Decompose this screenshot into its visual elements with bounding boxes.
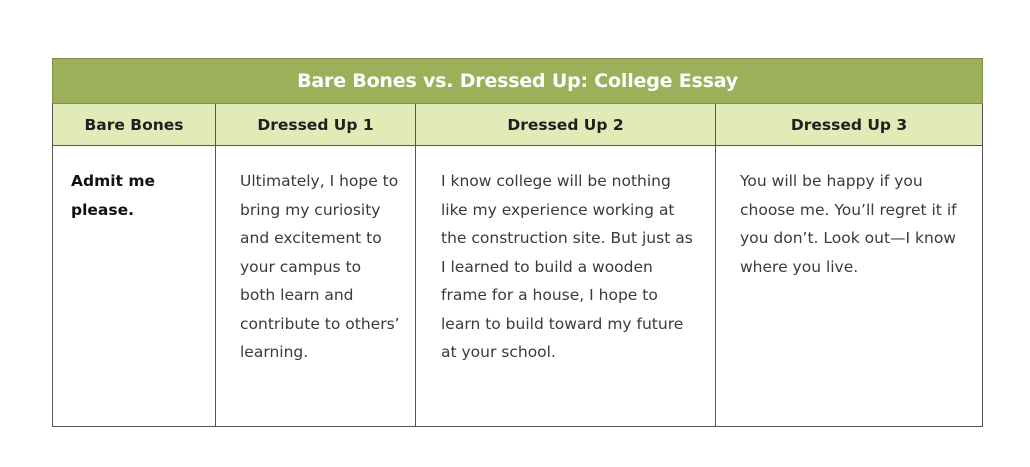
table-title-row xyxy=(53,59,983,104)
table-header-row xyxy=(53,104,983,146)
cell-dressed-up-1: Ultimately, I hope to bring my curiosity and excitement to your campus to both learn and contribute to others’ learning. xyxy=(216,146,416,427)
comparison-table xyxy=(52,58,983,427)
header-dressed-up-2: Dressed Up 2 xyxy=(416,104,716,146)
cell-bare-bones: Admit me please. xyxy=(53,146,216,427)
header-dressed-up-1: Dressed Up 1 xyxy=(216,104,416,146)
header-bare-bones: Bare Bones xyxy=(53,104,216,146)
comparison-table-container xyxy=(52,58,982,427)
header-dressed-up-3: Dressed Up 3 xyxy=(716,104,983,146)
cell-dressed-up-2: I know college will be nothing like my experience working at the construction site. But just as I learned to build a wooden frame for a house, I hope to learn to build toward my future at your school. xyxy=(416,146,716,427)
table-row xyxy=(53,146,983,427)
table-title: Bare Bones vs. Dressed Up: College Essay xyxy=(53,59,983,104)
cell-dressed-up-3: You will be happy if you choose me. You’ll regret it if you don’t. Look out—I know where you live. xyxy=(716,146,983,427)
